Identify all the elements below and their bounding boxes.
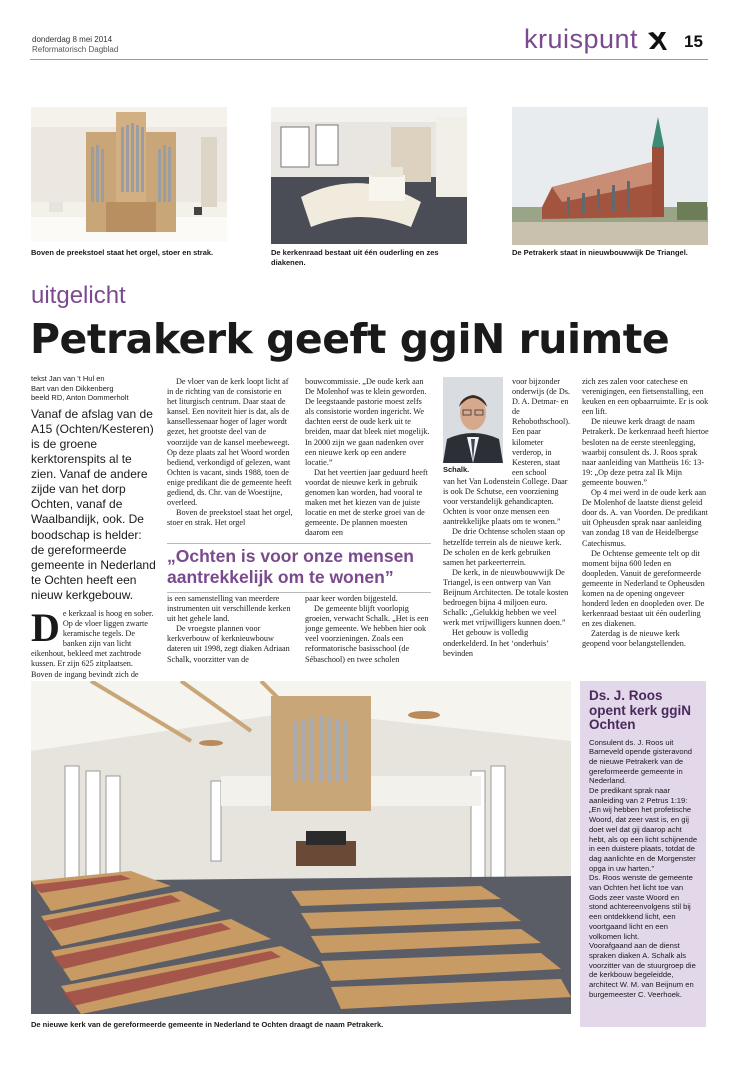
sidebar-title: Ds. J. Roos opent kerk ggiN Ochten — [589, 688, 692, 732]
caption-photo-organ: Boven de preekstoel staat het orgel, stoer en strak. — [31, 248, 214, 257]
caption-photo-exterior: De Petrakerk staat in nieuwbouwwijk De Triangel. — [512, 248, 688, 257]
paragraph: zich zes zalen voor catechese en verenigingen, een fietsenstalling, een keuken en een opbaarruimte. Er is ook een lift. — [582, 377, 709, 417]
section-logo-icon — [646, 30, 668, 52]
paragraph: Dat het veertien jaar geduurd heeft voordat de nieuwe kerk in gebruik genomen kan worden, had vooral te maken met het kiezen van de juiste locatie en met de sterke groei van de gemeente. De plannen moesten daarom een — [305, 467, 428, 538]
paragraph: Boven de preekstoel staat het orgel, stoer en strak. Het orgel — [167, 508, 293, 528]
paragraph: voor bijzonder onderwijs (de Ds. D. A. Detmar- en de Rehobothschool). Een paar kilometer verderop, in Kesteren, staat een school — [512, 377, 570, 477]
paragraph: De gemeente blijft voorlopig groeien, verwacht Schalk. „Het is een jonge gemeente. We hebben hier ook veel voorzieningen. Zoals een reformatorische basisschool (de Sébaschool) en twee scholen — [305, 604, 429, 664]
sidebar-paragraph: Consulent ds. J. Roos uit Barneveld opende gisteravond de nieuwe Petrakerk van de gereformeerde gemeente in Nederland. — [589, 737, 693, 786]
newspaper-name: Reformatorisch Dagblad — [32, 45, 119, 54]
paragraph: Zaterdag is de nieuwe kerk geopend voor belangstellenden. — [582, 629, 686, 649]
column-1 — [31, 374, 156, 710]
paragraph: De Ochtense gemeente telt op dit moment bijna 600 leden en doopleden. Vanuit de gereformeerde gemeente in Nederland te Opheusden komen na de opening ongeveer honderd leden en doopleden over. De kerkenraad bestaat uit één ouderling en zes diakenen. — [582, 548, 705, 629]
paragraph: Het gebouw is volledig onderkelderd. In het ‘onderhuis’ bevinden — [443, 628, 549, 658]
paragraph: Op 4 mei werd in de oude kerk aan De Molenhof de laatste dienst geleid door ds. A. van Voorden. De predikant uit Opheusden sprak naar aanleiding van zondag 18 van de Heidelbergse Catechismus. — [582, 488, 708, 548]
sidebar-body — [589, 738, 698, 1000]
photo-organ — [31, 107, 227, 242]
photo-exterior — [512, 107, 708, 245]
page-number: 15 — [684, 32, 703, 51]
column-2-top — [167, 377, 293, 528]
column-2-bottom — [167, 594, 293, 665]
drop-cap: D — [31, 605, 60, 650]
paragraph: bouwcommissie. „De oude kerk aan De Molenhof was te klein geworden. De leegstaande pastorie moest zelfs als consistorie worden ingericht. We dachten eerst de oude kerk uit te breiden, maar dat bleek niet mogelijk. In 2000 zijn we gaan nadenken over een nieuwe kerk op een andere locatie.” — [305, 377, 430, 467]
caption-photo-consistory: De kerkenraad bestaat uit één ouderling en zes diakenen. — [271, 248, 439, 267]
section-title: kruispunt — [524, 24, 639, 54]
sidebar-paragraph: Voorafgaand aan de dienst spraken diaken A. Schalk als voorzitter van de stuurgroep die de kerkbouw begeleidde, architect W. M. van Beijnum en burgemeester C. Veerhoek. — [589, 941, 696, 999]
column-3-top — [305, 377, 431, 539]
caption-main-photo: De nieuwe kerk van de gereformeerde gemeente in Nederland te Ochten draagt de naam Petrakerk. — [31, 1020, 384, 1029]
photo-church-interior — [31, 681, 571, 1014]
portrait-caption: Schalk. — [443, 465, 470, 474]
sidebar-paragraph: De predikant sprak naar aanleiding van 2 Petrus 1:19: „En wij hebben het profetische Woord, dat zeer vast is, en gij doet wel dat gij daarop acht hebt, als op een licht schijnende in een duistere plaats, totdat de dag aanlichte en de Morgenster opga in uw harten.” — [589, 786, 698, 873]
pull-quote: „Ochten is voor onze mensen aantrekkelijk om te wonen” — [167, 543, 431, 593]
byline-line: tekst Jan van 't Hul en — [31, 374, 105, 383]
paragraph: De vroegste plannen voor kerkverbouw of kerknieuwbouw dateren uit 1998, zegt diaken Adriaan Schalk, voorzitter van de — [167, 624, 290, 664]
sidebar-box — [580, 681, 706, 1027]
paragraph: De drie Ochtense scholen staan op hetzelfde terrein als de nieuwe kerk. De scholen en de kerk gebruiken samen het parkeerterrein. — [443, 527, 565, 567]
article-intro: Vanaf de afslag van de A15 (Ochten/Kesteren) is de groene kerktorenspits al te zien. Vanaf de andere zijde van het dorp Ochten, vanaf de Waalbandijk, ook. De boodschap is helder: de gereformeerde gemeente in Nederland te Ochten heeft een nieuw kerkgebouw. — [31, 406, 156, 602]
paragraph: De vloer van de kerk loopt licht af in de richting van de consistorie en het liturgisch centrum. Daar staat de kansel. Een noviteit hier is dat, als de kansellessenaar hoger of lager wordt gezet, het grootste deel van de voorzijde van de kansel meebeweegt. Op deze plaats zal het Woord worden bediend, verkondigd of gelezen, want Ochten is vacant, sinds 1988, toen de enige predikant die de gemeente heeft gediend, ds. Chr. van de Woestijne, overleed. — [167, 377, 292, 508]
column-4 — [443, 477, 570, 659]
paragraph: De nieuwe kerk draagt de naam Petrakerk. De kerkenraad heeft hiertoe besloten na de eerste steenlegging, waarbij consulent ds. J. Roos sprak naar aanleiding van Mattheüs 16: 13-19: „Op deze petra zal Ik Mijn gemeente bouwen.” — [582, 417, 709, 487]
article-kicker: uitgelicht — [31, 282, 126, 309]
paragraph: paar keer worden bijgesteld. — [305, 594, 398, 603]
portrait-schalk — [443, 377, 503, 463]
sidebar-paragraph: Ds. Roos wenste de gemeente van Ochten het licht toe van Gods zeer vaste Woord en stond achtereenvolgens stil bij een ontdekkend licht, een voortgaand licht en een volkomen licht. — [589, 873, 693, 941]
opening-paragraph: e kerkzaal is hoog en sober. Op de vloer liggen zwarte keramische tegels. De banken zijn van licht eikenhout, bekleed met zachtrode kussen. Er zijn 625 zitplaatsen. Boven de ingang bevindt zich de — [31, 609, 154, 679]
column-4-wrap — [512, 377, 570, 478]
article-headline: Petrakerk geeft ggiN ruimte — [30, 315, 670, 363]
photo-consistory — [271, 107, 467, 244]
byline-line: Bart van den Dikkenberg — [31, 383, 114, 393]
paragraph: De kerk, in de nieuwbouwwijk De Triangel, is een ontwerp van Van Beijnum Architecten. De totale kosten bedroegen bijna 4 miljoen euro. Schalk: „Gelukkig hebben we veel werk met vrijwilligers kunnen doen.” — [443, 567, 569, 628]
edition-date: donderdag 8 mei 2014 — [32, 35, 113, 44]
header-divider — [30, 59, 708, 60]
paragraph: is een samenstelling van meerdere instrumenten uit verschillende kerken uit het gehele land. — [167, 594, 291, 624]
byline-line: beeld RD, Anton Dommerholt — [31, 393, 129, 403]
paragraph: van het Van Lodenstein College. Daar is ook De Schutse, een voorziening voor verstandelijk gehandicapten. Ochten is voor onze mensen een aantrekkelijke plaats om te wonen.” — [443, 477, 568, 527]
column-3-bottom — [305, 594, 431, 665]
column-5 — [582, 377, 709, 650]
